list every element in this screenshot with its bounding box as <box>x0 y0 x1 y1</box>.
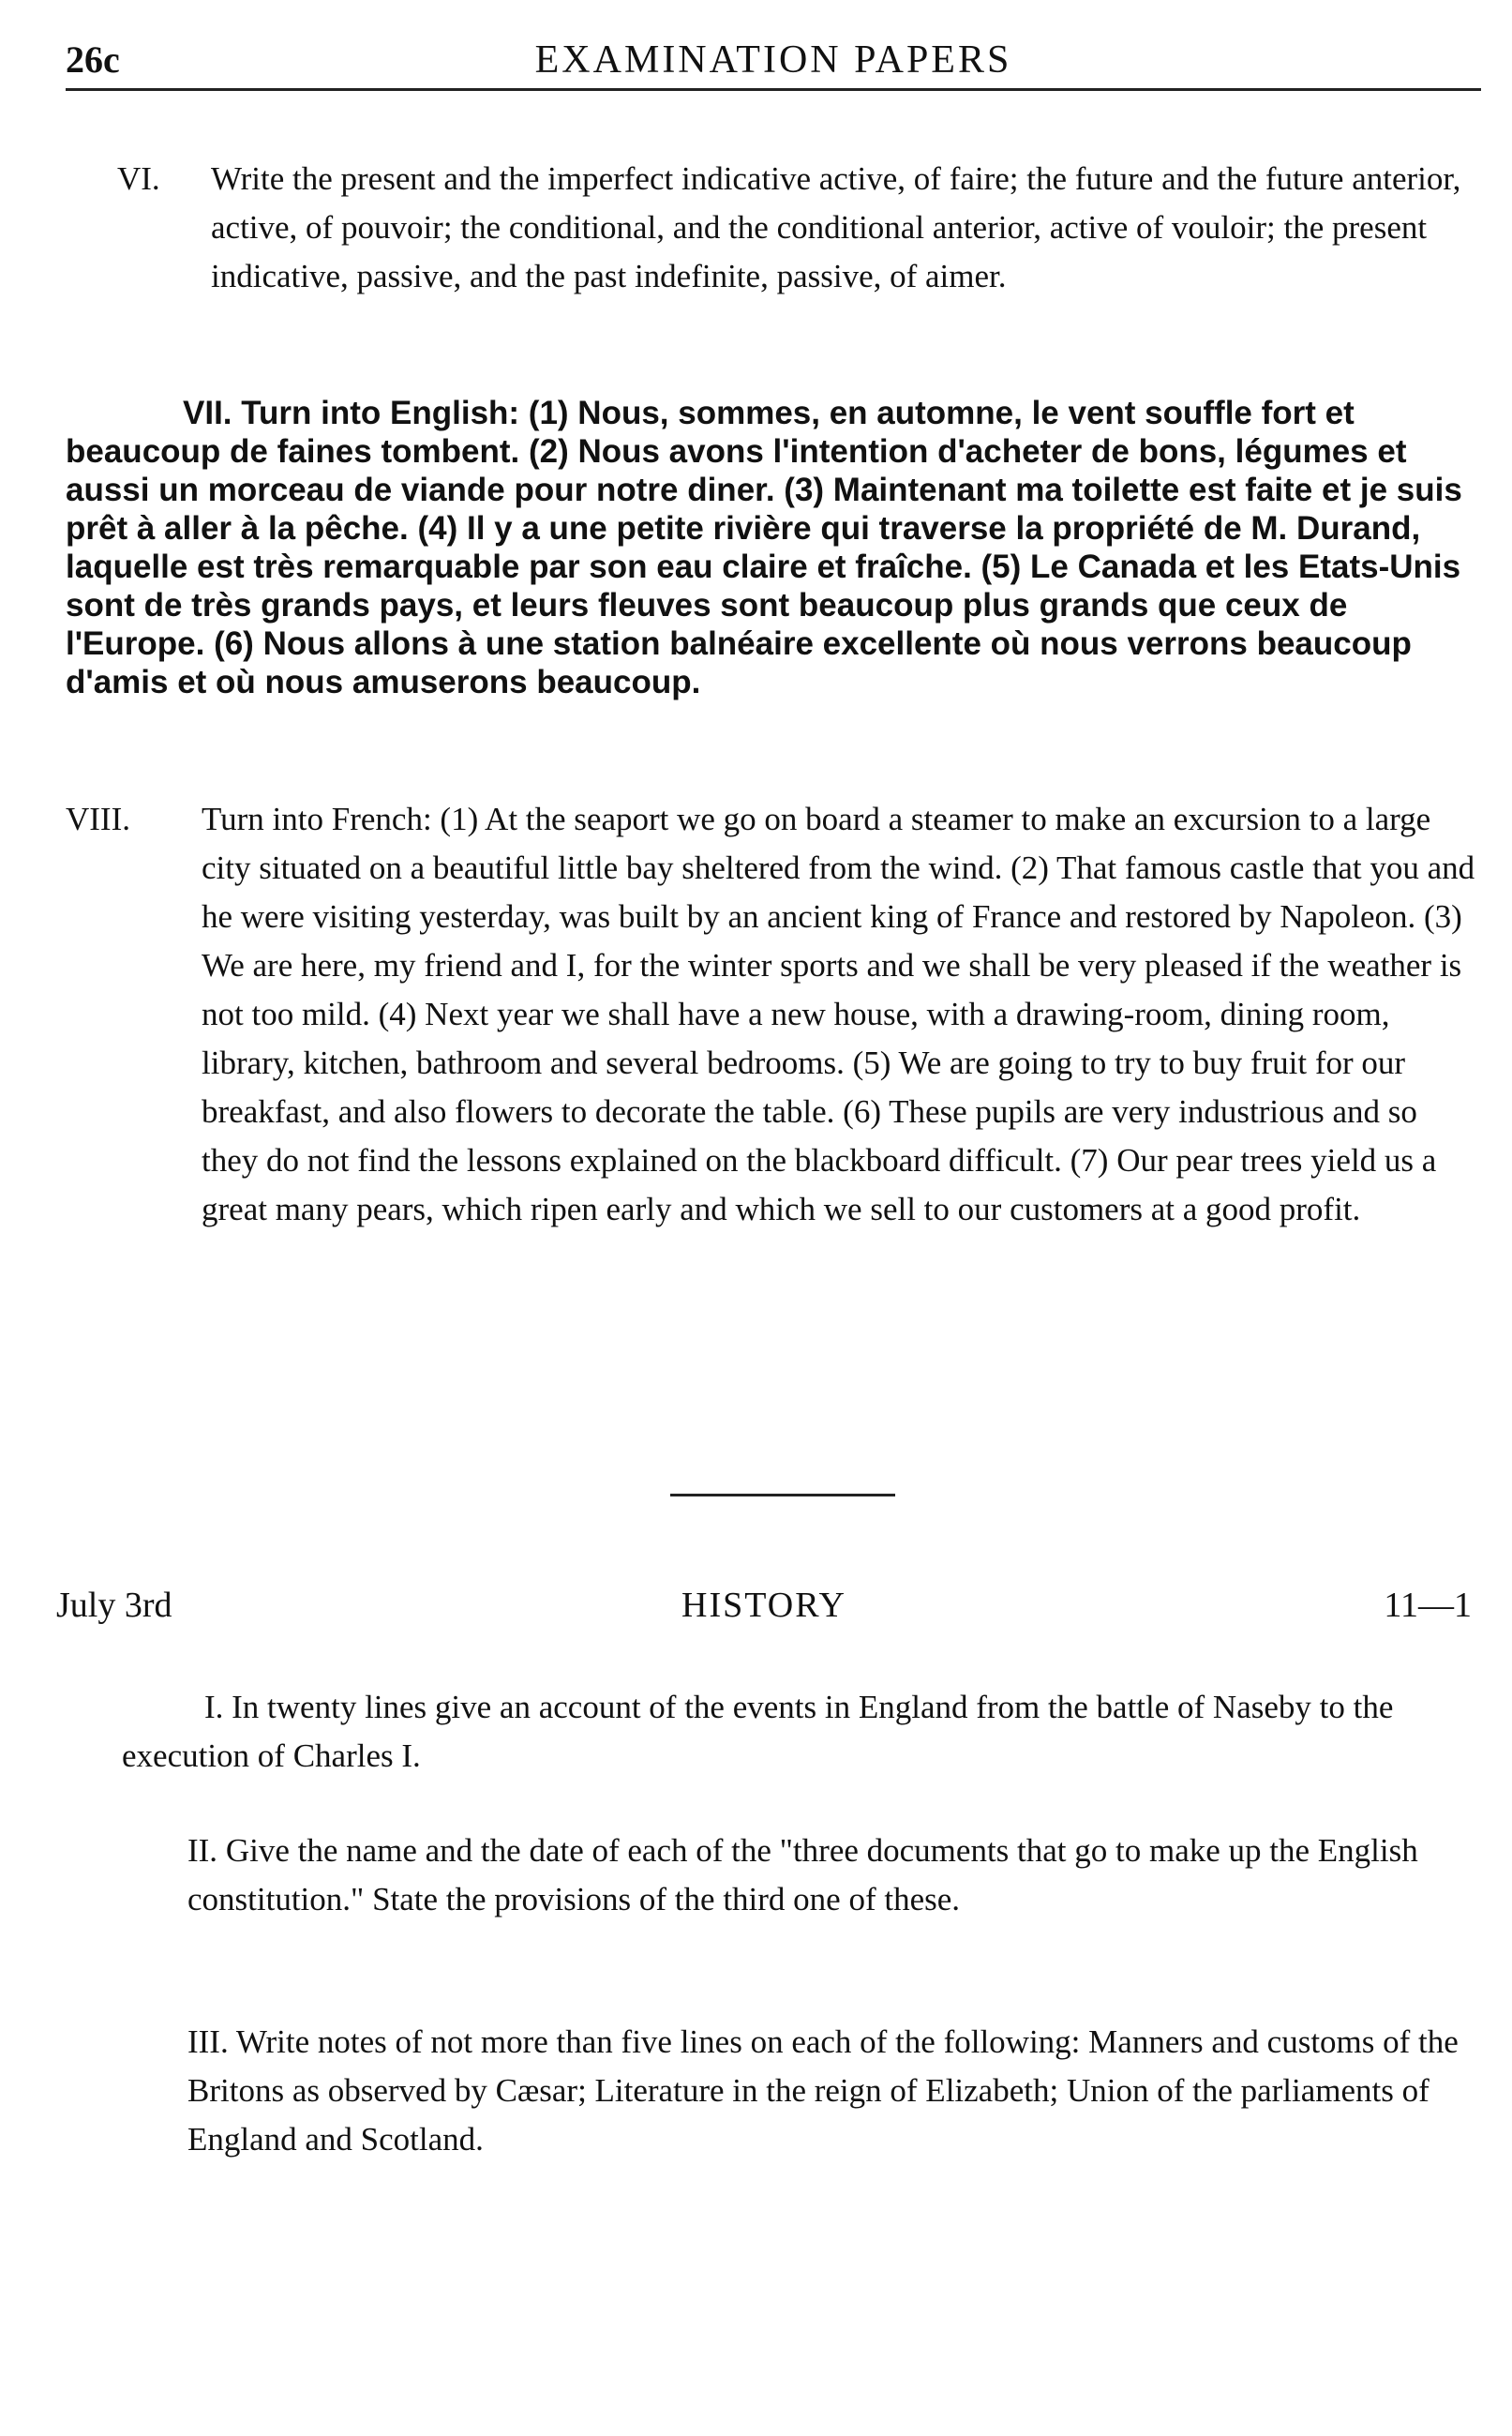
header-rule <box>66 88 1481 91</box>
section-divider <box>670 1494 895 1496</box>
history-question-iii <box>94 2018 1462 2164</box>
question-vii <box>66 394 1481 701</box>
question-number: III. <box>187 2023 229 2060</box>
question-vi <box>117 155 1481 301</box>
question-number: II. <box>187 1832 218 1869</box>
question-number: I. <box>204 1689 224 1725</box>
question-text: Turn into English: (1) Nous, sommes, en automne, le vent souffle fort et beaucoup de faines tombent. (2) Nous avons l'intention d'acheter de bons, légumes et aussi un morceau de viande pour notre diner. (3) Maintenant ma toilette est faite et je suis prêt à aller à la pêche. (4) Il y a une petite rivière qui traverse la propriété de M. Durand, laquelle est très remarquable par son eau claire et fraîche. (5) Le Canada et les Etats-Unis sont de très grands pays, et leurs fleuves sont beaucoup plus grands que ceux de l'Europe. (6) Nous allons à une station balnéaire excellente où nous verrons beaucoup d'amis et où nous amuserons beaucoup. <box>66 395 1462 700</box>
question-text: Write the present and the imperfect indicative active, of faire; the future and the future anterior, active, of pouvoir; the conditional, and the conditional anterior, active of vouloir; the present indicative, passive, and the past indefinite, passive, of aimer. <box>211 160 1461 294</box>
subject-title: HISTORY <box>681 1586 846 1625</box>
history-heading <box>56 1585 1472 1632</box>
question-text: Write notes of not more than five lines on each of the following: Manners and customs of the Britons as observed by Cæsar; Literature in the reign of Elizabeth; Union of the parliaments of England and Scotland. <box>187 2023 1459 2158</box>
exam-code: 11—1 <box>1384 1586 1472 1625</box>
exam-date: July 3rd <box>56 1586 172 1625</box>
question-number: VIII. <box>66 801 130 837</box>
question-number: VI. <box>117 160 160 197</box>
question-viii <box>66 795 1481 1234</box>
page-header <box>66 38 1481 94</box>
question-text: Give the name and the date of each of the "three documents that go to make up the English constitution." State the provisions of the third one of these. <box>187 1832 1418 1917</box>
history-question-i <box>122 1683 1462 1781</box>
question-text: In twenty lines give an account of the events in England from the battle of Naseby to the execution of Charles I. <box>122 1689 1394 1774</box>
page-number: 26c <box>66 38 120 81</box>
question-number: VII. <box>183 395 232 431</box>
question-text: Turn into French: (1) At the seaport we go on board a steamer to make an excursion to a large city situated on a beautiful little bay sheltered from the wind. (2) That famous castle that you and he were visiting yesterday, was built by an ancient king of France and restored by Napoleon. (3) We are here, my friend and I, for the winter sports and we shall be very pleased if the weather is not too mild. (4) Next year we shall have a new house, with a drawing-room, dining room, library, kitchen, bathroom and several bedrooms. (5) We are going to try to buy fruit for our breakfast, and also flowers to decorate the table. (6) These pupils are very industrious and so they do not find the lessons explained on the blackboard difficult. (7) Our pear trees yield us a great many pears, which ripen early and which we sell to our customers at a good profit. <box>202 801 1475 1227</box>
history-question-ii <box>122 1827 1462 1924</box>
page-title: EXAMINATION PAPERS <box>534 38 1012 82</box>
